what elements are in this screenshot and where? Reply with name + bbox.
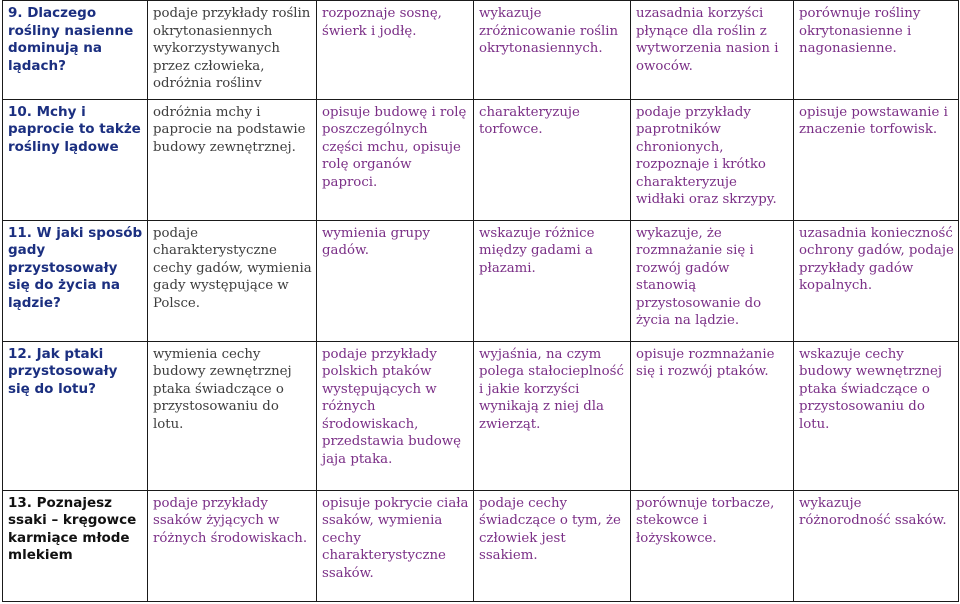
requirement-cell: podaje przykłady ssaków żyjących w różnych środowiskach. (148, 490, 317, 601)
requirement-cell: uzasadnia korzyści płynące dla roślin z wytworzenia nasion i owoców. (631, 1, 794, 100)
requirement-cell: wyjaśnia, na czym polega stałocieplność i jakie korzyści wynikają z niej dla zwierząt. (474, 341, 631, 490)
table-row (3, 220, 959, 341)
topic-cell: 10. Mchy i paprocie to także rośliny lądowe (3, 99, 148, 220)
requirement-cell: porównuje torbacze, stekowce i łożyskowce. (631, 490, 794, 601)
requirement-cell: rozpoznaje sosnę, świerk i jodłę. (317, 1, 474, 100)
requirement-cell: opisuje rozmnażanie się i rozwój ptaków. (631, 341, 794, 490)
requirement-cell: opisuje budowę i rolę poszczególnych części mchu, opisuje rolę organów paproci. (317, 99, 474, 220)
requirement-cell: podaje charakterystyczne cechy gadów, wymienia gady występujące w Polsce. (148, 220, 317, 341)
requirement-cell: wymienia cechy budowy zewnętrznej ptaka świadczące o przystosowaniu do lotu. (148, 341, 317, 490)
topic-cell: 13. Poznajesz ssaki – kręgowce karmiące młode mlekiem (3, 490, 148, 601)
table-row (3, 341, 959, 490)
curriculum-requirements-table (2, 0, 959, 602)
requirement-cell: wykazuje różnorodność ssaków. (794, 490, 959, 601)
requirement-cell: podaje przykłady roślin okrytonasiennych wykorzystywanych przez człowieka, odróżnia roślinv (148, 1, 317, 100)
table-row (3, 99, 959, 220)
requirement-cell: opisuje powstawanie i znaczenie torfowisk. (794, 99, 959, 220)
requirement-cell: charakteryzuje torfowce. (474, 99, 631, 220)
requirement-cell: opisuje pokrycie ciała ssaków, wymienia cechy charakterystyczne ssaków. (317, 490, 474, 601)
requirement-cell: wymienia grupy gadów. (317, 220, 474, 341)
requirement-cell: odróżnia mchy i paprocie na podstawie budowy zewnętrznej. (148, 99, 317, 220)
requirement-cell: podaje przykłady paprotników chronionych, rozpoznaje i krótko charakteryzuje widłaki oraz skrzypy. (631, 99, 794, 220)
requirement-cell: wskazuje różnice między gadami a płazami. (474, 220, 631, 341)
requirement-cell: wykazuje zróżnicowanie roślin okrytonasiennych. (474, 1, 631, 100)
requirement-cell: podaje przykłady polskich ptaków występujących w różnych środowiskach, przedstawia budowę jaja ptaka. (317, 341, 474, 490)
topic-cell: 11. W jaki sposób gady przystosowały się do życia na lądzie? (3, 220, 148, 341)
table-row (3, 490, 959, 601)
table-row (3, 1, 959, 100)
requirement-cell: wykazuje, że rozmnażanie się i rozwój gadów stanowią przystosowanie do życia na lądzie. (631, 220, 794, 341)
requirement-cell: wskazuje cechy budowy wewnętrznej ptaka świadczące o przystosowaniu do lotu. (794, 341, 959, 490)
requirement-cell: porównuje rośliny okrytonasienne i nagonasienne. (794, 1, 959, 100)
topic-cell: 12. Jak ptaki przystosowały się do lotu? (3, 341, 148, 490)
topic-cell: 9. Dlaczego rośliny nasienne dominują na lądach? (3, 1, 148, 100)
requirement-cell: uzasadnia konieczność ochrony gadów, podaje przykłady gadów kopalnych. (794, 220, 959, 341)
requirement-cell: podaje cechy świadczące o tym, że człowiek jest ssakiem. (474, 490, 631, 601)
